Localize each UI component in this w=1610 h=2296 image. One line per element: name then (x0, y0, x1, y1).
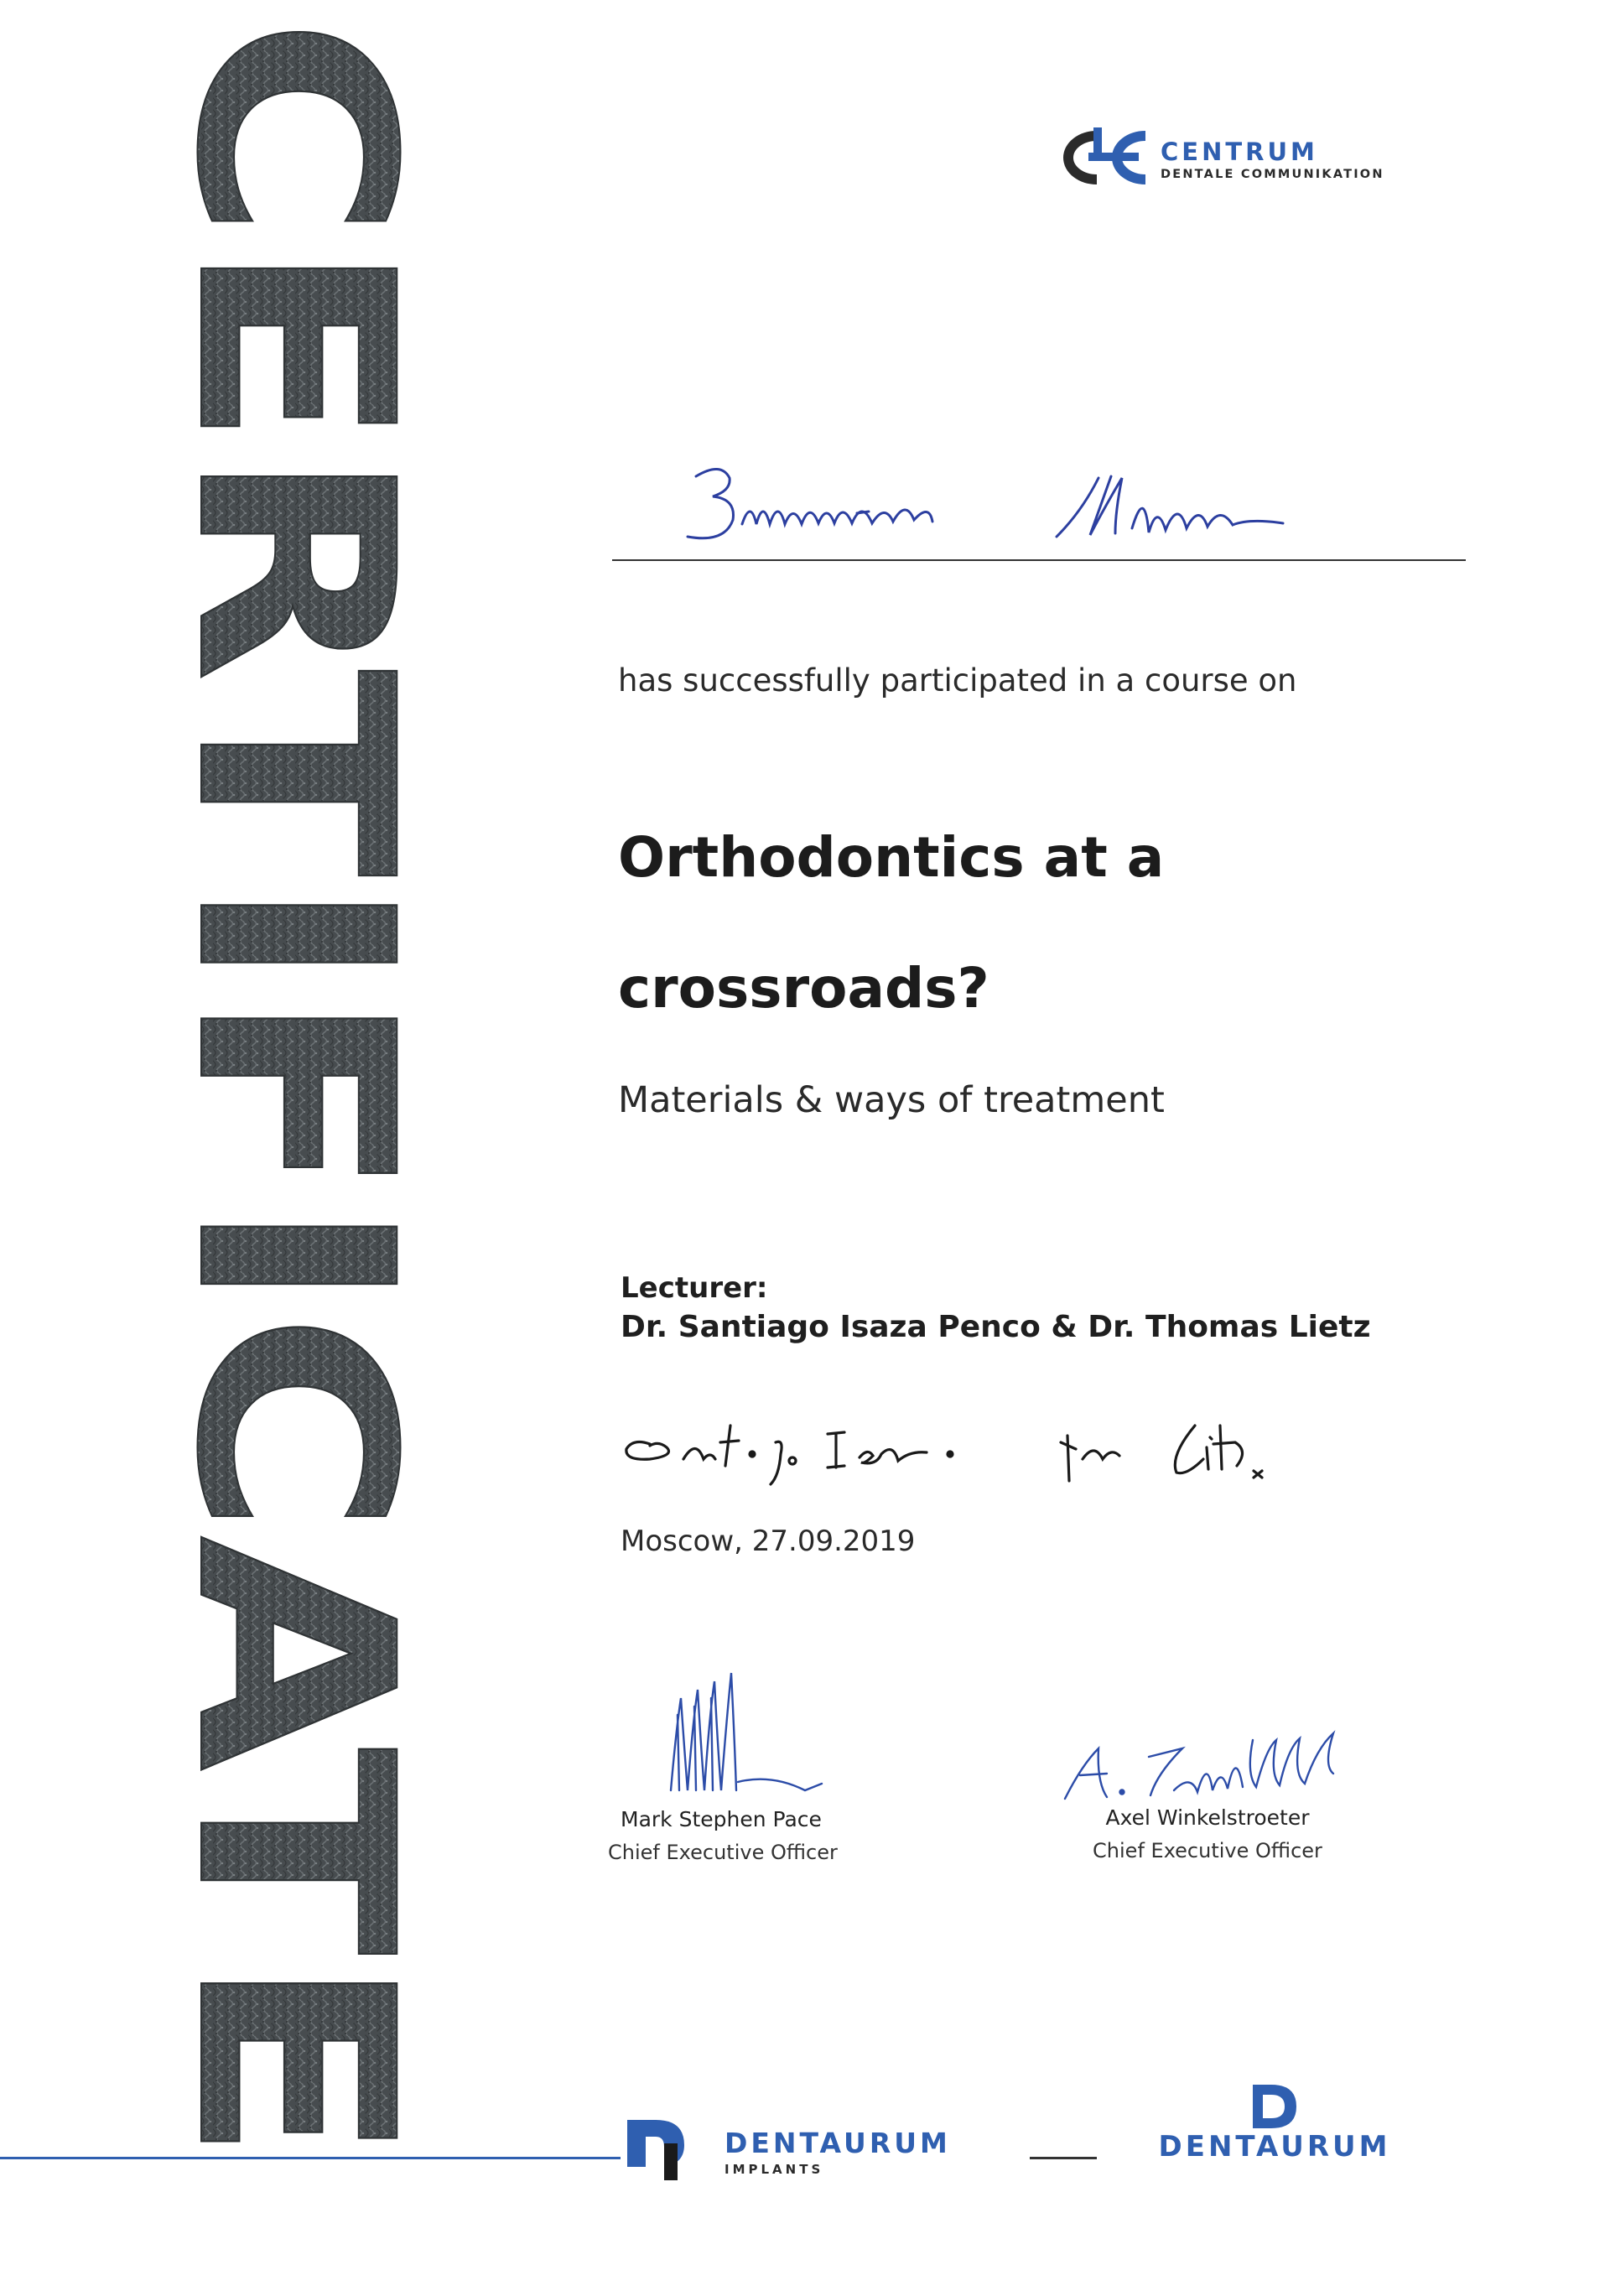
signature-right-icon (1057, 1715, 1358, 1807)
centrum-title: CENTRUM (1161, 138, 1318, 166)
place-date: Moscow, 27.09.2019 (621, 1525, 916, 1558)
dentaurum-implants-mark-icon (622, 2113, 714, 2180)
bottom-rule-left (0, 2157, 621, 2159)
course-subtitle: Materials & ways of treatment (618, 1079, 1165, 1121)
lecturer-signatures (616, 1400, 1304, 1501)
centrum-subtitle: DENTALE COMMUNIKATION (1161, 168, 1384, 181)
dentaurum-word: DENTAURUM (1158, 2130, 1391, 2164)
centrum-ce-mark-icon (1038, 124, 1156, 191)
centrum-logo (1038, 124, 1474, 191)
name-underline (612, 559, 1466, 561)
lecturer-label: Lecturer: (621, 1271, 768, 1305)
lecturer-signature-icon (616, 1400, 1304, 1501)
dentaurum-implants-logo (622, 2113, 1033, 2180)
executive-right-title: Chief Executive Officer (1093, 1839, 1322, 1862)
dentaurum-logo (1094, 2083, 1455, 2167)
lecturer-names: Dr. Santiago Isaza Penco & Dr. Thomas Lietz (621, 1310, 1371, 1344)
signature-left-icon (654, 1665, 839, 1807)
participant-name-handwritten (662, 453, 1317, 562)
certificate-vertical-band (0, 0, 449, 2159)
signature-mark-stephen-pace (654, 1665, 839, 1807)
signature-axel-winkelstroeter (1057, 1715, 1358, 1807)
dentaurum-implants-word: DENTAURUM (724, 2127, 951, 2159)
intro-text: has successfully participated in a course on (618, 662, 1297, 699)
certificate-vertical-word: CERTIFICATE (138, 17, 449, 1908)
course-title-line-1: Orthodontics at a (618, 825, 1165, 890)
executive-right-name: Axel Winkelstroeter (1105, 1805, 1310, 1830)
participant-name-script-icon (662, 453, 1317, 562)
executive-left-title: Chief Executive Officer (608, 1841, 838, 1864)
executive-left-name: Mark Stephen Pace (621, 1807, 822, 1831)
dentaurum-implants-sub: IMPLANTS (724, 2162, 824, 2177)
dentaurum-d-mark-icon (1249, 2083, 1300, 2130)
bottom-rule-middle (1030, 2157, 1097, 2159)
course-title-line-2: crossroads? (618, 956, 989, 1021)
